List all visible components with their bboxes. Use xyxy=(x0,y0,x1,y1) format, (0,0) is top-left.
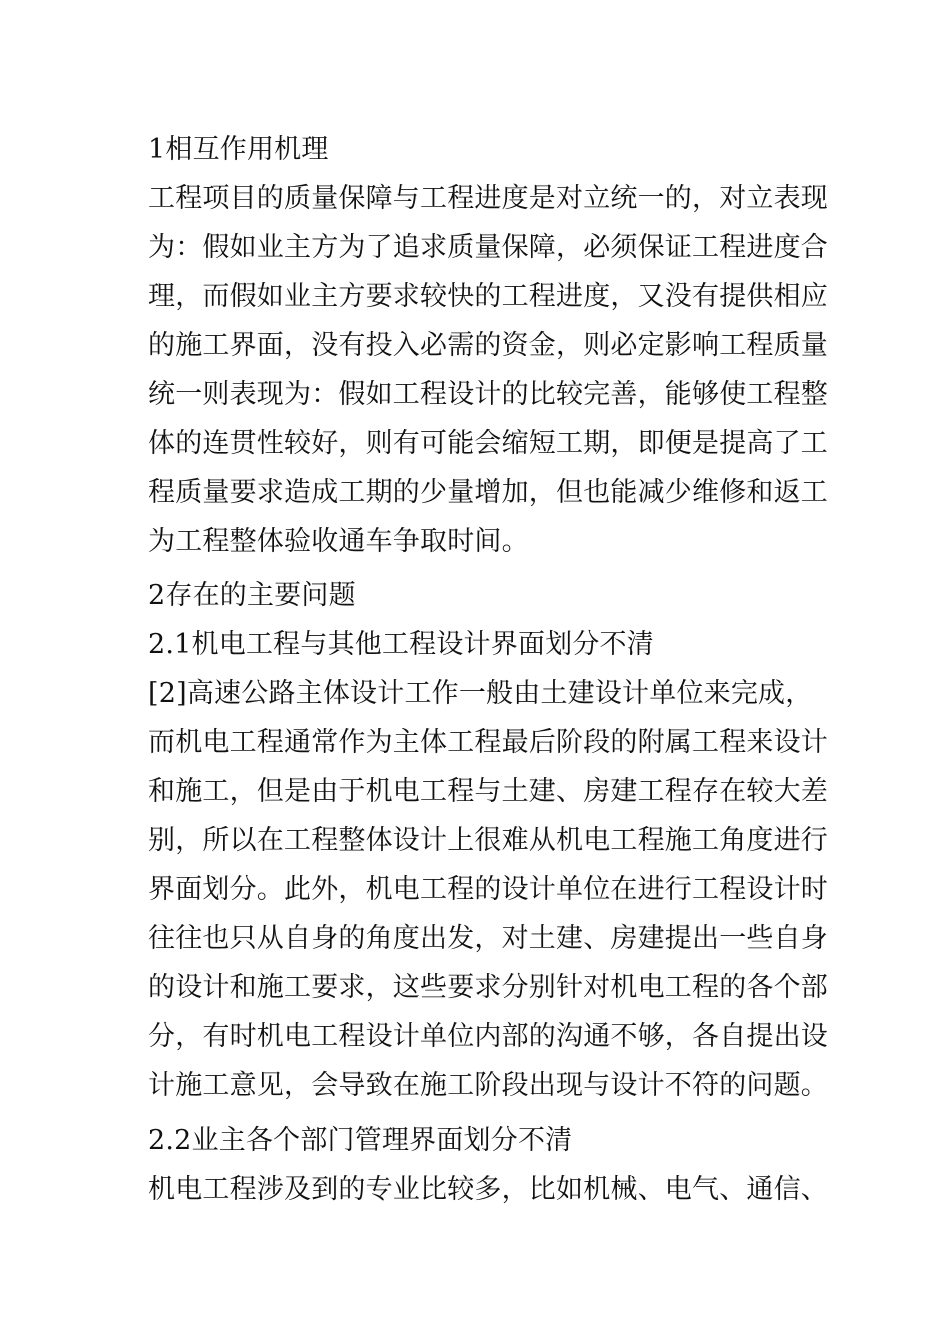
paragraph-line: 的设计和施工要求，这些要求分别针对机电工程的各个部 xyxy=(148,972,828,1003)
heading-2-2: 2.2业主各个部门管理界面划分不清 xyxy=(148,1125,573,1156)
paragraph-line: 往往也只从自身的角度出发，对土建、房建提出一些自身 xyxy=(148,923,828,954)
paragraph-line: 理，而假如业主方要求较快的工程进度，又没有提供相应 xyxy=(148,281,828,312)
paragraph-line: 体的连贯性较好，则有可能会缩短工期，即便是提高了工 xyxy=(148,428,828,459)
paragraph-line: 机电工程涉及到的专业比较多，比如机械、电气、通信、 xyxy=(148,1174,828,1205)
paragraph-line: 为：假如业主方为了追求质量保障，必须保证工程进度合 xyxy=(148,232,828,263)
paragraph-line: 统一则表现为：假如工程设计的比较完善，能够使工程整 xyxy=(148,379,828,410)
paragraph-line: 而机电工程通常作为主体工程最后阶段的附属工程来设计 xyxy=(148,727,828,758)
paragraph-line: 为工程整体验收通车争取时间。 xyxy=(148,526,529,557)
heading-2-1: 2.1机电工程与其他工程设计界面划分不清 xyxy=(148,629,654,660)
paragraph-line: 工程项目的质量保障与工程进度是对立统一的，对立表现 xyxy=(148,183,828,214)
paragraph-line: [2]高速公路主体设计工作一般由土建设计单位来完成， xyxy=(148,678,813,709)
paragraph-line: 程质量要求造成工期的少量增加，但也能减少维修和返工 xyxy=(148,477,828,508)
paragraph-line: 别，所以在工程整体设计上很难从机电工程施工角度进行 xyxy=(148,825,828,856)
heading-2: 2存在的主要问题 xyxy=(148,580,356,611)
paragraph-line: 和施工，但是由于机电工程与土建、房建工程存在较大差 xyxy=(148,776,828,807)
heading-1: 1相互作用机理 xyxy=(148,134,329,165)
paragraph-line: 分，有时机电工程设计单位内部的沟通不够，各自提出设 xyxy=(148,1021,828,1052)
paragraph-line: 计施工意见，会导致在施工阶段出现与设计不符的问题。 xyxy=(148,1070,828,1101)
paragraph-line: 的施工界面，没有投入必需的资金，则必定影响工程质量 xyxy=(148,330,828,361)
paragraph-line: 界面划分。此外，机电工程的设计单位在进行工程设计时 xyxy=(148,874,828,905)
